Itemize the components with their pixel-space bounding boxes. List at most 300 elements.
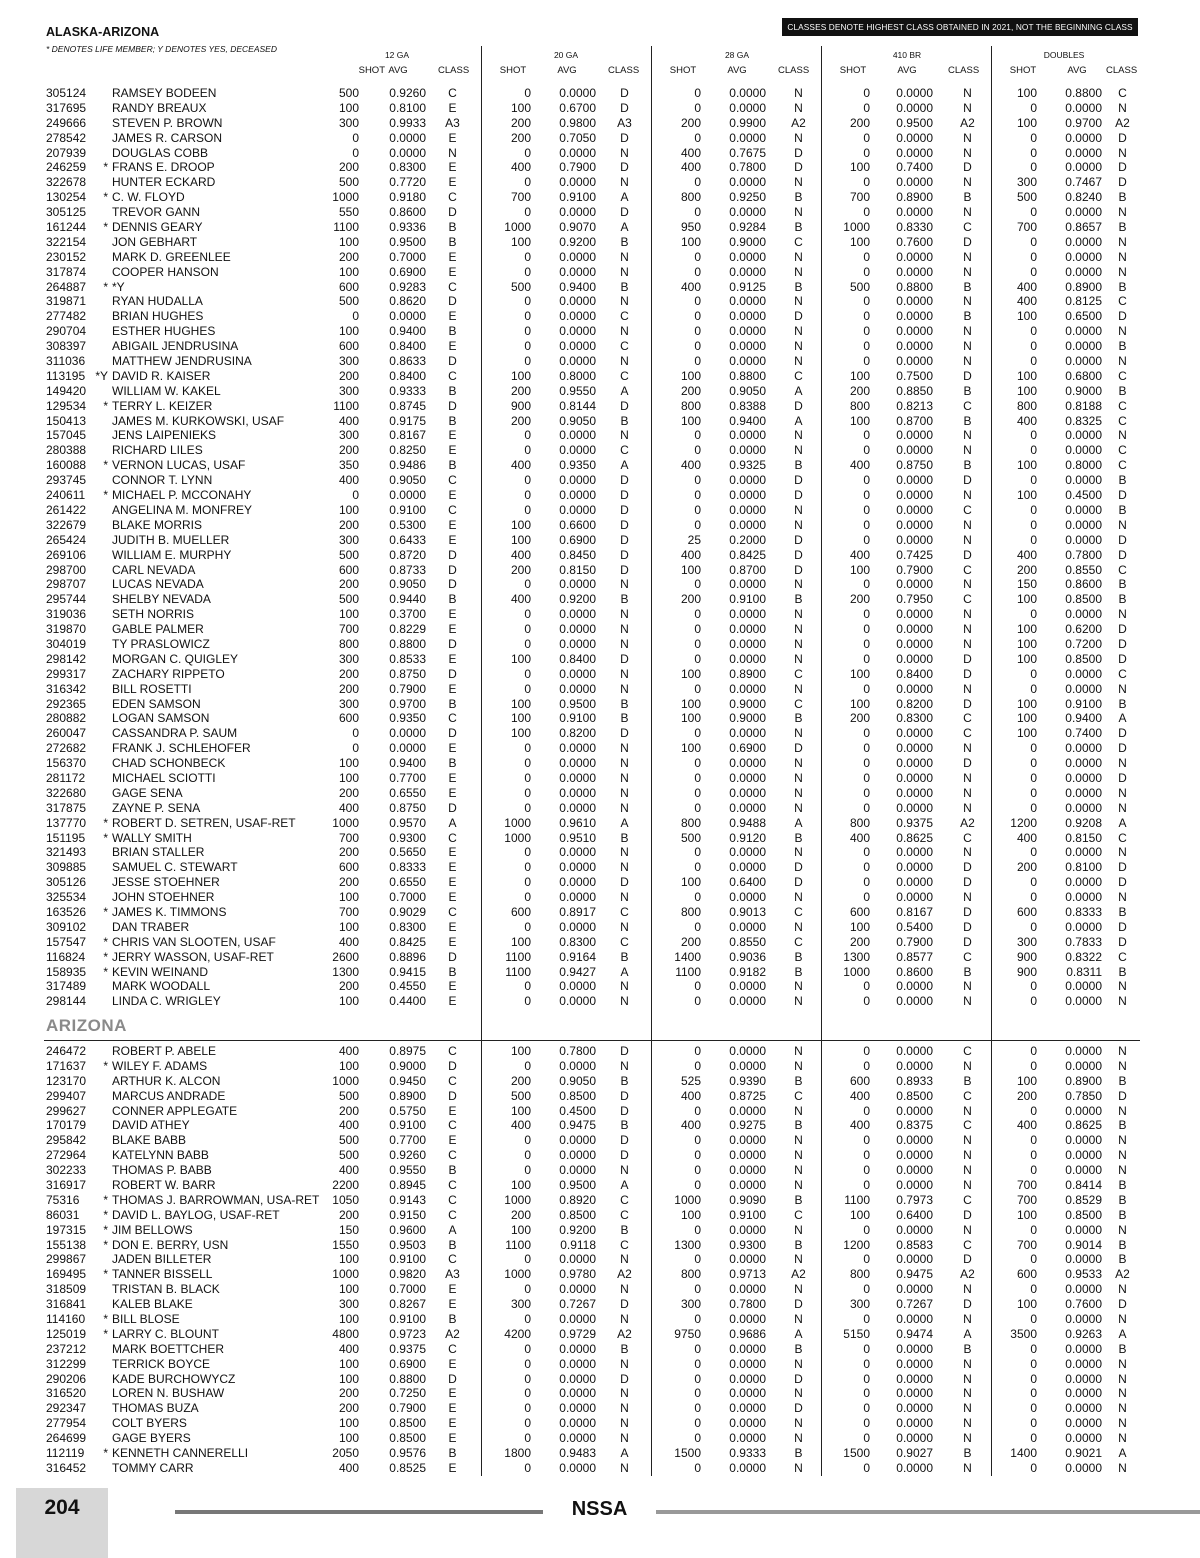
avg-28ga: 0.0000	[729, 726, 766, 741]
class-28ga: C	[794, 696, 803, 711]
avg-12ga: 0.8229	[389, 622, 426, 637]
shot-doubles: 0	[1030, 875, 1037, 890]
class-20ga: A	[620, 458, 629, 473]
shot-410br: 0	[863, 1431, 870, 1446]
class-410br: N	[963, 175, 972, 190]
class-28ga: N	[794, 622, 803, 637]
avg-410br: 0.0000	[896, 175, 933, 190]
shot-doubles: 700	[1016, 220, 1037, 235]
avg-20ga: 0.0000	[559, 1460, 596, 1475]
avg-20ga: 0.0000	[559, 607, 596, 622]
class-doubles: D	[1118, 160, 1127, 175]
shot-doubles: 400	[1016, 413, 1037, 428]
avg-20ga: 0.9200	[559, 592, 596, 607]
member-id: 249666	[46, 115, 87, 130]
class-12ga: E	[448, 1103, 457, 1118]
avg-410br: 0.0000	[896, 1431, 933, 1446]
class-doubles: N	[1118, 1222, 1127, 1237]
member-id: 322680	[46, 785, 87, 800]
avg-410br: 0.0000	[896, 726, 933, 741]
avg-12ga: 0.8600	[389, 205, 426, 220]
member-id: 75316	[46, 1192, 80, 1207]
shot-28ga: 25	[687, 532, 701, 547]
life-member-mark: *	[103, 398, 108, 413]
avg-doubles: 0.0000	[1065, 1058, 1102, 1073]
shot-28ga: 800	[680, 190, 701, 205]
member-name: ARTHUR K. ALCON	[112, 1073, 221, 1088]
shot-doubles: 100	[1016, 711, 1037, 726]
avg-12ga: 0.9100	[389, 1252, 426, 1267]
shot-28ga: 0	[694, 1148, 701, 1163]
avg-28ga: 0.0000	[729, 1044, 766, 1058]
member-id: 316342	[46, 681, 87, 696]
class-28ga: N	[794, 979, 803, 994]
shot-doubles: 0	[1030, 443, 1037, 458]
shot-12ga: 700	[338, 904, 359, 919]
avg-doubles: 0.0000	[1065, 1341, 1102, 1356]
class-28ga: N	[794, 86, 803, 100]
member-name: RANDY BREAUX	[112, 100, 207, 115]
shot-20ga: 0	[524, 1431, 531, 1446]
avg-doubles: 0.8529	[1065, 1192, 1102, 1207]
class-doubles: N	[1118, 1416, 1127, 1431]
class-28ga: D	[794, 398, 803, 413]
member-id: 246472	[46, 1044, 87, 1058]
avg-20ga: 0.9118	[560, 1237, 596, 1252]
shot-28ga: 100	[680, 696, 701, 711]
class-20ga: B	[620, 1341, 629, 1356]
class-410br: C	[963, 562, 972, 577]
shot-410br: 0	[863, 1133, 870, 1148]
shot-12ga: 1300	[332, 964, 359, 979]
class-410br: D	[963, 875, 972, 890]
avg-410br: 0.0000	[896, 1282, 933, 1297]
group-header-410br: 410 BR	[892, 50, 922, 60]
avg-20ga: 0.9200	[559, 1222, 596, 1237]
avg-20ga: 0.0000	[559, 994, 596, 1009]
member-name: JOHN STOEHNER	[112, 890, 215, 905]
shot-20ga: 0	[524, 86, 531, 100]
avg-20ga: 0.9550	[559, 383, 596, 398]
class-28ga: N	[794, 1416, 803, 1431]
class-doubles: N	[1118, 517, 1127, 532]
avg-12ga: 0.7000	[389, 890, 426, 905]
shot-28ga: 1000	[674, 1192, 701, 1207]
shot-28ga: 100	[680, 1207, 701, 1222]
avg-doubles: 0.0000	[1065, 919, 1102, 934]
class-28ga: B	[794, 592, 803, 607]
shot-410br: 400	[849, 1088, 870, 1103]
shot-doubles: 100	[1016, 636, 1037, 651]
avg-410br: 0.0000	[896, 979, 933, 994]
shot-20ga: 100	[510, 517, 531, 532]
life-member-mark: *	[103, 1192, 108, 1207]
shot-410br: 0	[863, 145, 870, 160]
shot-12ga: 500	[338, 547, 359, 562]
avg-28ga: 0.9333	[729, 1446, 766, 1461]
shot-20ga: 0	[524, 636, 531, 651]
class-doubles: N	[1118, 1058, 1127, 1073]
shot-12ga: 600	[338, 339, 359, 354]
class-410br: A	[963, 1326, 972, 1341]
avg-doubles: 0.0000	[1065, 517, 1102, 532]
table-row	[0, 801, 1200, 816]
avg-28ga: 0.0000	[729, 651, 766, 666]
member-name: MATTHEW JENDRUSINA	[112, 354, 252, 369]
shot-410br: 0	[863, 890, 870, 905]
avg-28ga: 0.9275	[729, 1118, 766, 1133]
shot-28ga: 9750	[674, 1326, 701, 1341]
shot-20ga: 1000	[504, 1192, 531, 1207]
class-doubles: N	[1118, 681, 1127, 696]
member-id: 290206	[46, 1371, 87, 1386]
shot-410br: 0	[863, 1312, 870, 1327]
avg-28ga: 0.0000	[729, 1058, 766, 1073]
shot-doubles: 0	[1030, 428, 1037, 443]
class-28ga: B	[794, 1073, 803, 1088]
avg-20ga: 0.9483	[559, 1446, 596, 1461]
avg-12ga: 0.8100	[389, 100, 426, 115]
class-12ga: E	[448, 160, 457, 175]
avg-doubles: 0.8600	[1065, 577, 1102, 592]
avg-doubles: 0.0000	[1065, 1148, 1102, 1163]
class-410br: N	[963, 205, 972, 220]
table-row	[0, 1238, 1200, 1253]
member-id: 230152	[46, 249, 87, 264]
class-410br: B	[963, 383, 972, 398]
member-id: 277482	[46, 309, 87, 324]
class-doubles: B	[1118, 1252, 1127, 1267]
class-20ga: N	[620, 741, 629, 756]
avg-doubles: 0.8625	[1065, 1118, 1102, 1133]
class-410br: N	[963, 354, 972, 369]
shot-20ga: 100	[510, 934, 531, 949]
member-id: 114160	[46, 1312, 86, 1327]
shot-12ga: 0	[352, 145, 359, 160]
class-28ga: N	[794, 726, 803, 741]
table-row	[0, 175, 1200, 190]
avg-doubles: 0.9700	[1065, 115, 1102, 130]
class-20ga: B	[620, 711, 629, 726]
avg-410br: 0.7900	[896, 934, 933, 949]
shot-doubles: 0	[1030, 339, 1037, 354]
class-20ga: A	[620, 190, 629, 205]
avg-410br: 0.0000	[896, 324, 933, 339]
avg-410br: 0.8375	[896, 1118, 933, 1133]
arizona-section-title: ARIZONA	[46, 1016, 127, 1035]
avg-12ga: 0.9723	[389, 1326, 426, 1341]
shot-20ga: 100	[510, 1044, 531, 1058]
shot-20ga: 0	[524, 845, 531, 860]
shot-28ga: 400	[680, 279, 701, 294]
shot-28ga: 0	[694, 979, 701, 994]
avg-28ga: 0.0000	[729, 249, 766, 264]
shot-410br: 0	[863, 607, 870, 622]
avg-28ga: 0.9488	[729, 815, 766, 830]
shot-20ga: 100	[510, 1103, 531, 1118]
shot-20ga: 100	[510, 711, 531, 726]
shot-410br: 100	[849, 234, 870, 249]
class-12ga: D	[448, 562, 457, 577]
table-row	[0, 1074, 1200, 1089]
avg-410br: 0.0000	[896, 636, 933, 651]
class-20ga: N	[620, 1058, 629, 1073]
avg-28ga: 0.0000	[729, 785, 766, 800]
class-20ga: N	[620, 175, 629, 190]
column-header-class: CLASS	[608, 65, 640, 76]
class-410br: C	[963, 711, 972, 726]
avg-12ga: 0.9486	[389, 458, 426, 473]
class-12ga: D	[448, 547, 457, 562]
avg-doubles: 0.8311	[1066, 964, 1102, 979]
shot-410br: 1500	[843, 1446, 870, 1461]
class-12ga: N	[448, 145, 457, 160]
class-doubles: B	[1118, 904, 1127, 919]
avg-410br: 0.0000	[896, 309, 933, 324]
avg-410br: 0.0000	[896, 681, 933, 696]
avg-12ga: 0.8800	[389, 636, 426, 651]
avg-20ga: 0.0000	[559, 145, 596, 160]
class-12ga: D	[448, 354, 457, 369]
column-header-avg: AVG	[727, 65, 747, 76]
member-id: 129534	[46, 398, 87, 413]
shot-doubles: 400	[1016, 830, 1037, 845]
shot-28ga: 500	[680, 830, 701, 845]
shot-12ga: 200	[338, 517, 359, 532]
shot-410br: 0	[863, 1386, 870, 1401]
avg-20ga: 0.6700	[559, 100, 596, 115]
avg-20ga: 0.7800	[559, 1044, 596, 1058]
shot-28ga: 950	[680, 220, 701, 235]
avg-doubles: 0.0000	[1065, 607, 1102, 622]
shot-20ga: 0	[524, 175, 531, 190]
class-12ga: D	[448, 577, 457, 592]
avg-12ga: 0.0000	[389, 130, 426, 145]
class-28ga: D	[794, 145, 803, 160]
avg-410br: 0.0000	[896, 1386, 933, 1401]
class-doubles: C	[1118, 949, 1127, 964]
shot-410br: 0	[863, 1178, 870, 1193]
class-12ga: E	[448, 1401, 457, 1416]
class-410br: N	[963, 1178, 972, 1193]
shot-12ga: 100	[338, 264, 359, 279]
member-id: 295744	[46, 592, 87, 607]
class-doubles: A	[1118, 1446, 1127, 1461]
table-row	[0, 786, 1200, 801]
class-12ga: B	[448, 1163, 457, 1178]
class-12ga: B	[448, 458, 457, 473]
shot-12ga: 400	[338, 1341, 359, 1356]
class-410br: N	[963, 1163, 972, 1178]
shot-doubles: 200	[1016, 562, 1037, 577]
member-id: 319870	[46, 622, 87, 637]
class-20ga: N	[620, 622, 629, 637]
member-id: 130254	[46, 190, 87, 205]
avg-12ga: 0.9175	[389, 413, 426, 428]
class-410br: N	[963, 636, 972, 651]
avg-20ga: 0.0000	[559, 324, 596, 339]
member-name: JAMES K. TIMMONS	[112, 904, 227, 919]
shot-28ga: 1300	[674, 1237, 701, 1252]
avg-20ga: 0.9427	[559, 964, 596, 979]
shot-doubles: 900	[1016, 964, 1037, 979]
avg-28ga: 0.0000	[729, 309, 766, 324]
shot-28ga: 0	[694, 488, 701, 503]
table-row	[0, 1401, 1200, 1416]
avg-410br: 0.0000	[896, 354, 933, 369]
class-12ga: D	[448, 1088, 457, 1103]
avg-410br: 0.0000	[896, 860, 933, 875]
class-410br: N	[963, 145, 972, 160]
member-name: ROBERT D. SETREN, USAF-RET	[112, 815, 296, 830]
class-12ga: B	[448, 592, 457, 607]
class-12ga: E	[448, 785, 457, 800]
class-28ga: N	[794, 1133, 803, 1148]
shot-doubles: 600	[1016, 904, 1037, 919]
shot-28ga: 400	[680, 547, 701, 562]
shot-20ga: 0	[524, 428, 531, 443]
class-12ga: C	[448, 1252, 457, 1267]
avg-12ga: 0.9143	[389, 1192, 426, 1207]
shot-410br: 0	[863, 770, 870, 785]
table-row	[0, 1133, 1200, 1148]
avg-12ga: 0.8750	[389, 666, 426, 681]
avg-doubles: 0.8150	[1065, 830, 1102, 845]
avg-28ga: 0.0000	[729, 502, 766, 517]
shot-doubles: 0	[1030, 1163, 1037, 1178]
class-410br: C	[963, 1192, 972, 1207]
avg-12ga: 0.8720	[389, 547, 426, 562]
member-name: MICHAEL SCIOTTI	[112, 770, 216, 785]
class-28ga: N	[794, 517, 803, 532]
table-row	[0, 1208, 1200, 1223]
member-name: STEVEN P. BROWN	[112, 115, 223, 130]
member-id: 264699	[46, 1431, 87, 1446]
class-12ga: C	[448, 86, 457, 100]
class-doubles: B	[1118, 1237, 1127, 1252]
class-doubles: B	[1118, 1207, 1127, 1222]
avg-doubles: 0.8900	[1065, 1073, 1102, 1088]
avg-28ga: 0.0000	[729, 1148, 766, 1163]
class-20ga: B	[620, 830, 629, 845]
table-row	[0, 637, 1200, 652]
shot-12ga: 100	[338, 324, 359, 339]
avg-20ga: 0.9100	[559, 190, 596, 205]
class-28ga: D	[794, 532, 803, 547]
avg-doubles: 0.8125	[1065, 294, 1102, 309]
avg-doubles: 0.0000	[1065, 205, 1102, 220]
shot-20ga: 0	[524, 473, 531, 488]
member-id: 317874	[46, 264, 87, 279]
shot-20ga: 1000	[504, 220, 531, 235]
member-name: LUCAS NEVADA	[112, 577, 204, 592]
shot-doubles: 0	[1030, 249, 1037, 264]
avg-12ga: 0.8525	[389, 1460, 426, 1475]
member-name: BRIAN STALLER	[112, 845, 205, 860]
class-20ga: C	[620, 934, 629, 949]
avg-20ga: 0.4500	[559, 1103, 596, 1118]
shot-28ga: 0	[694, 502, 701, 517]
class-28ga: A2	[791, 1267, 806, 1282]
shot-28ga: 0	[694, 1460, 701, 1475]
class-28ga: C	[794, 904, 803, 919]
class-20ga: A2	[617, 1326, 632, 1341]
shot-410br: 0	[863, 875, 870, 890]
avg-410br: 0.8200	[896, 696, 933, 711]
avg-410br: 0.0000	[896, 1460, 933, 1475]
footer-rule-left	[175, 1510, 543, 1514]
avg-410br: 0.0000	[896, 845, 933, 860]
avg-410br: 0.8800	[896, 279, 933, 294]
avg-20ga: 0.8200	[559, 726, 596, 741]
avg-doubles: 0.8500	[1065, 592, 1102, 607]
member-id: 170179	[46, 1118, 87, 1133]
shot-doubles: 0	[1030, 324, 1037, 339]
table-row	[0, 265, 1200, 280]
avg-12ga: 0.8750	[389, 800, 426, 815]
class-doubles: D	[1118, 934, 1127, 949]
shot-doubles: 100	[1016, 458, 1037, 473]
shot-410br: 0	[863, 994, 870, 1009]
avg-28ga: 0.9713	[729, 1267, 766, 1282]
class-20ga: C	[620, 368, 629, 383]
class-410br: N	[963, 577, 972, 592]
avg-410br: 0.0000	[896, 443, 933, 458]
shot-doubles: 700	[1016, 1178, 1037, 1193]
shot-doubles: 0	[1030, 473, 1037, 488]
avg-12ga: 0.8500	[389, 1431, 426, 1446]
shot-410br: 1300	[843, 949, 870, 964]
shot-20ga: 200	[510, 413, 531, 428]
shot-12ga: 1100	[333, 220, 359, 235]
avg-410br: 0.7973	[896, 1192, 933, 1207]
class-410br: C	[963, 1118, 972, 1133]
class-28ga: N	[794, 1058, 803, 1073]
member-name: JUDITH B. MUELLER	[112, 532, 230, 547]
column-header-avg: AVG	[897, 65, 917, 76]
member-id: 161244	[46, 220, 87, 235]
avg-410br: 0.0000	[896, 1148, 933, 1163]
table-row	[0, 1044, 1200, 1059]
class-20ga: N	[620, 1282, 629, 1297]
avg-12ga: 0.5650	[389, 845, 426, 860]
avg-20ga: 0.0000	[559, 473, 596, 488]
avg-20ga: 0.0000	[559, 919, 596, 934]
class-doubles: B	[1118, 502, 1127, 517]
table-row	[0, 1178, 1200, 1193]
avg-28ga: 0.0000	[729, 100, 766, 115]
avg-20ga: 0.0000	[559, 443, 596, 458]
shot-doubles: 0	[1030, 1460, 1037, 1475]
member-name: SAMUEL C. STEWART	[112, 860, 238, 875]
class-20ga: D	[620, 726, 629, 741]
table-row	[0, 235, 1200, 250]
avg-20ga: 0.0000	[559, 1416, 596, 1431]
shot-12ga: 100	[338, 756, 359, 771]
class-410br: N	[963, 324, 972, 339]
shot-20ga: 100	[510, 726, 531, 741]
class-12ga: C	[448, 502, 457, 517]
avg-12ga: 0.9570	[389, 815, 426, 830]
shot-20ga: 0	[524, 622, 531, 637]
class-20ga: A3	[617, 115, 632, 130]
class-410br: D	[963, 1297, 972, 1312]
member-name: RAMSEY BODEEN	[112, 86, 217, 100]
avg-28ga: 0.0000	[729, 756, 766, 771]
table-row	[0, 384, 1200, 399]
shot-20ga: 0	[524, 443, 531, 458]
avg-28ga: 0.0000	[729, 636, 766, 651]
